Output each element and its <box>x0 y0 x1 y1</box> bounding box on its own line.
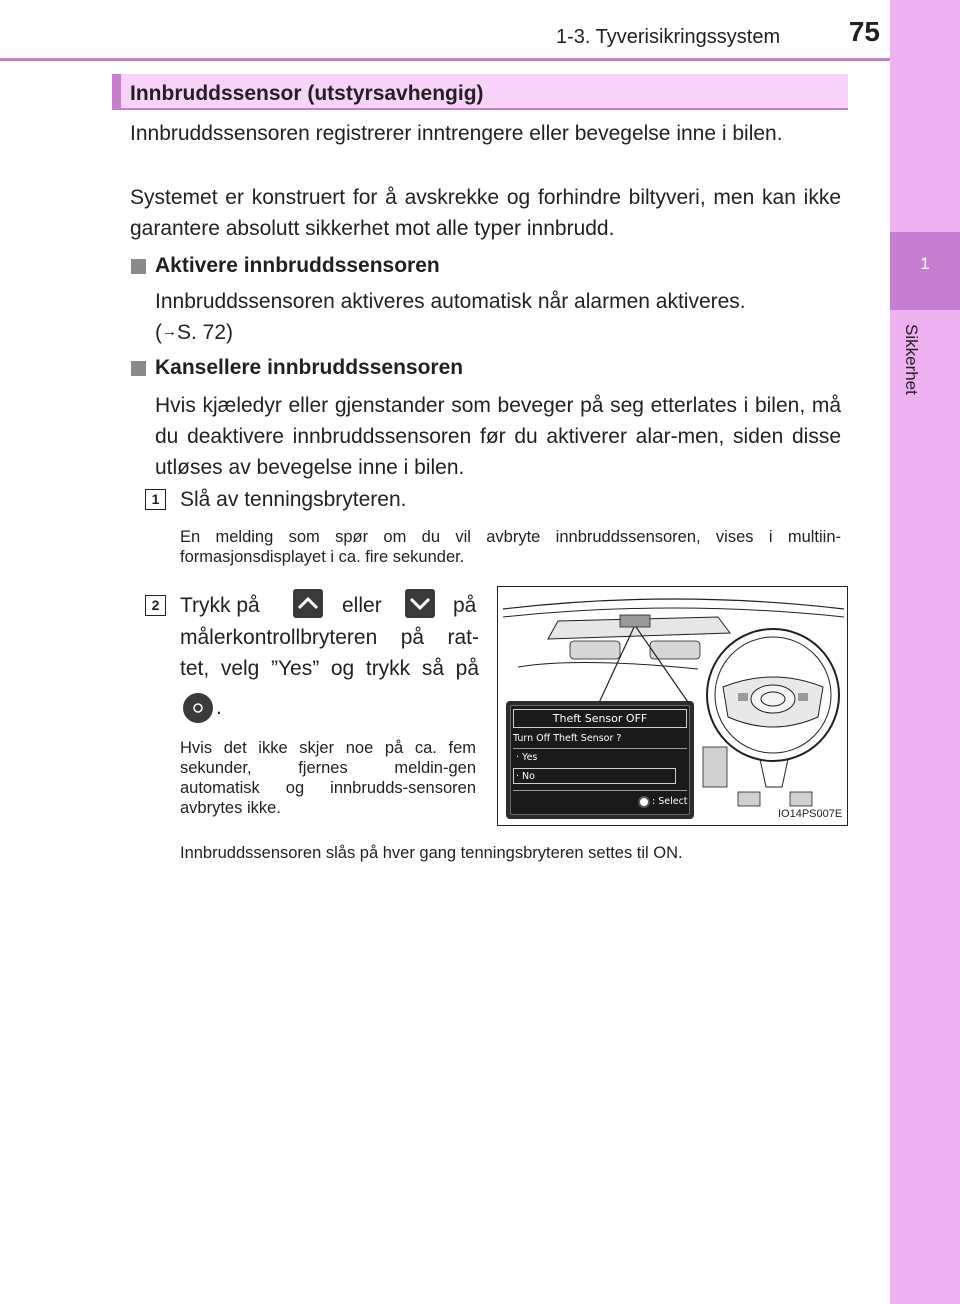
intro-paragraph-1: Innbruddssensoren registrerer inntrengere eller bevegelse inne i bilen. <box>130 122 783 145</box>
down-button <box>405 589 435 618</box>
page-reference[interactable]: S. 72) <box>177 321 234 344</box>
step-1-text: Slå av tenningsbryteren. <box>180 488 407 511</box>
subheading-cancel: Kansellere innbruddssensoren <box>155 356 464 379</box>
select-button-icon <box>638 796 650 808</box>
step-2-text-end: . <box>216 696 222 719</box>
subheading-activate: Aktivere innbruddssensoren <box>155 254 440 277</box>
step-2-text-line3: tet, velg ”Yes” og trykk så på <box>180 657 479 680</box>
activate-paragraph <box>155 286 841 350</box>
step-2-text-line2: målerkontrollbryteren på rat- <box>180 626 479 649</box>
chevron-up-icon <box>293 589 323 618</box>
step-2-text-c: på <box>453 594 477 617</box>
bullet-square-icon <box>131 361 146 376</box>
section-heading: Innbruddssensor (utstyrsavhengig) <box>130 82 484 105</box>
step-1-note: En melding som spør om du vil avbryte innbruddssensoren, vises i multiin-formasjonsdisplayet i ca. fire sekunder. <box>180 528 841 566</box>
display-selection-highlight <box>513 768 676 784</box>
step-number-1: 1 <box>145 489 166 510</box>
final-note: Innbruddssensoren slås på hver gang tenningsbryteren settes til ON. <box>180 844 683 862</box>
display-option-yes: · Yes <box>516 752 538 763</box>
activate-text: Innbruddssensoren aktiveres automatisk når alarmen aktiveres. <box>155 290 746 313</box>
display-divider <box>513 790 687 791</box>
chevron-down-icon <box>405 589 435 618</box>
header-rule <box>0 58 890 61</box>
ok-button <box>183 693 213 723</box>
display-select-label: : Select <box>652 796 688 807</box>
cancel-paragraph: Hvis kjæledyr eller gjenstander som beveger på seg etterlates i bilen, må du deaktivere innbruddssensoren før du aktiverer alar-men, siden disse utløses av bevegelse inne i bilen. <box>155 394 841 479</box>
section-title: 1-3. Tyverisikringssystem <box>556 26 781 48</box>
display-question: Turn Off Theft Sensor ? <box>513 733 622 744</box>
chapter-number: 1 <box>920 254 930 273</box>
illustration-code: IO14PS007E <box>778 808 843 820</box>
up-button <box>293 589 323 618</box>
chapter-label: Sikkerhet <box>902 324 921 395</box>
display-option-no: · No <box>516 771 535 782</box>
step-2-text-b: eller <box>342 594 382 617</box>
display-title: Theft Sensor OFF <box>513 709 687 728</box>
arrow-right-icon: → <box>162 323 177 340</box>
page-number: 75 <box>848 16 880 47</box>
bullet-square-icon <box>131 259 146 274</box>
step-2-text-a: Trykk på <box>180 594 260 617</box>
side-tab <box>890 0 960 1304</box>
intro-paragraph-2: Systemet er konstruert for å avskrekke og forhindre biltyveri, men kan ikke garantere absolutt sikkerhet mot alle typer innbrudd. <box>130 186 841 240</box>
ok-circle-icon <box>183 693 213 723</box>
step-number-2: 2 <box>145 595 166 616</box>
heading-accent <box>112 74 121 110</box>
ref-open: ( <box>155 321 162 344</box>
step-2-note: Hvis det ikke skjer noe på ca. fem sekunder, fjernes meldin-gen automatisk og innbrudds-sensoren avbrytes ikke. <box>180 739 476 817</box>
display-divider <box>513 748 687 749</box>
